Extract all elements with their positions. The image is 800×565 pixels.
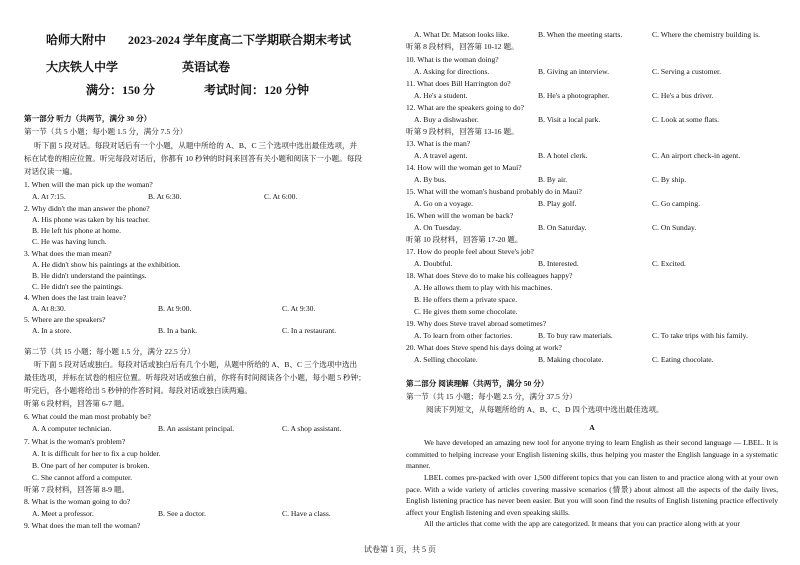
option-b: B. See a doctor. <box>158 509 206 518</box>
option-c: C. He was having lunch. <box>32 237 107 246</box>
section-note: 听第 7 段材料，回答第 8-9 题。 <box>24 485 130 494</box>
section-note: 听第 9 段材料，回答第 13-16 题。 <box>406 127 519 136</box>
section-note: 听第 8 段材料，回答第 10-12 题。 <box>406 42 519 51</box>
option-b: B. One part of her computer is broken. <box>32 461 150 470</box>
school-name: 哈师大附中 <box>46 33 107 47</box>
option-b: B. To buy raw materials. <box>538 331 613 340</box>
question-stem: 2. Why didn't the man answer the phone? <box>24 204 150 213</box>
question-stem: 12. What are the speakers going to do? <box>406 103 524 112</box>
passage-label: A <box>589 423 595 432</box>
listening-sec1-title: 第一节（共 5 小题；每小题 1.5 分，满分 7.5 分） <box>24 127 188 136</box>
option-a: A. It is difficult for her to fix a cup holder. <box>32 449 161 458</box>
reading-part-title: 第二部分 阅读理解（共两节，满分 50 分） <box>406 379 549 388</box>
option-a: A. A computer technician. <box>32 424 112 433</box>
section-note: 听第 10 段材料，回答第 17-20 题。 <box>406 235 523 244</box>
option-c: C. To take trips with his family. <box>652 331 748 340</box>
option-a: A. What Dr. Matson looks like. <box>414 30 510 39</box>
option-a: A. He didn't show his paintings at the exhibition. <box>32 260 181 269</box>
option-b: B. At 9:00. <box>158 304 192 313</box>
instruction-line: 听完后，各小题将给出 5 秒钟的作答时间。每段对话或独白读两遍。 <box>24 386 252 395</box>
option-b: B. Making chocolate. <box>538 355 604 364</box>
option-c: C. Where the chemistry building is. <box>652 30 761 39</box>
option-b: B. A hotel clerk. <box>538 151 588 160</box>
option-c: C. Serving a customer. <box>652 67 721 76</box>
question-stem: 13. What is the man? <box>406 139 471 148</box>
option-a: A. At 7:15. <box>32 192 66 201</box>
option-a: A. His phone was taken by his teacher. <box>32 215 150 224</box>
option-a: A. Meet a professor. <box>32 509 94 518</box>
option-a: A. Asking for directions. <box>414 67 490 76</box>
instruction-line: 标在试卷的相应位置。听完每段对话后，你都有 10 秒钟的时间来回答有关小题和阅读下一小题。每段 <box>24 154 362 163</box>
question-stem: 17. How do people feel about Steve's job? <box>406 247 534 256</box>
full-score: 满分：150 分 <box>86 83 156 97</box>
question-stem: 7. What is the woman's problem? <box>24 437 126 446</box>
passage-paragraph: We have developed an amazing new tool for anyone trying to learn English as their second language — LBEL. It is committed to helping increase your English listening skills, thus helping you master the English language in a systematic manner. <box>406 438 778 470</box>
option-a: A. He's a student. <box>414 91 468 100</box>
question-stem: 20. What does Steve spend his days doing at work? <box>406 343 562 352</box>
question-stem: 3. What does the man mean? <box>24 249 112 258</box>
option-b: B. At 6:30. <box>148 192 182 201</box>
option-c: C. Have a class. <box>282 509 331 518</box>
option-c: C. In a restaurant. <box>282 326 337 335</box>
option-b: B. He offers them a private space. <box>414 295 518 304</box>
instruction-line: 听下面 5 段对话或独白。每段对话或独白后有几个小题，从题中所给的 A、B、C 三个选项中选出 <box>34 360 358 369</box>
option-a: A. He allows them to play with his machines. <box>414 283 553 292</box>
option-a: A. In a store. <box>32 326 72 335</box>
option-b: B. An assistant principal. <box>158 424 235 433</box>
option-b: B. On Saturday. <box>538 223 587 232</box>
option-a: A. Doubtful. <box>414 259 453 268</box>
question-stem: 5. Where are the speakers? <box>24 315 106 324</box>
option-b: B. By air. <box>538 175 568 184</box>
question-stem: 19. Why does Steve travel abroad sometimes? <box>406 319 547 328</box>
option-c: C. He gives them some chocolate. <box>414 307 518 316</box>
option-a: A. A travel agent. <box>414 151 468 160</box>
option-b: B. When the meeting starts. <box>538 30 623 39</box>
option-a: A. Selling chocolate. <box>414 355 478 364</box>
option-b: B. Giving an interview. <box>538 67 610 76</box>
option-c: C. Eating chocolate. <box>652 355 714 364</box>
option-b: B. He's a photographer. <box>538 91 610 100</box>
question-stem: 9. What does the man tell the woman? <box>24 521 141 530</box>
option-c: C. Excited. <box>652 259 686 268</box>
school-name-2: 大庆铁人中学 <box>46 60 119 74</box>
option-c: C. On Sunday. <box>652 223 697 232</box>
question-stem: 18. What does Steve do to make his colleagues happy? <box>406 271 573 280</box>
option-c: C. He's a bus driver. <box>652 91 714 100</box>
listening-part-title: 第一部分 听力（共两节，满分 30 分） <box>24 114 152 123</box>
option-b: B. Play golf. <box>538 199 577 208</box>
option-b: B. Visit a local park. <box>538 115 601 124</box>
option-c: C. Go camping. <box>652 199 701 208</box>
option-a: A. By bus. <box>414 175 447 184</box>
question-stem: 8. What is the woman going to do? <box>24 497 131 506</box>
exam-time: 考试时间：120 分钟 <box>204 83 310 97</box>
option-b: B. In a bank. <box>158 326 198 335</box>
reading-instruction: 阅读下列短文，从每题所给的 A、B、C、D 四个选项中选出最佳选项。 <box>426 405 664 414</box>
question-stem: 1. When will the man pick up the woman? <box>24 180 153 189</box>
option-c: C. Look at some flats. <box>652 115 720 124</box>
option-a: A. Buy a dishwasher. <box>414 115 479 124</box>
passage-paragraph: All the articles that come with the app are categorized. It means that you can practice along with at your <box>424 519 740 528</box>
option-c: C. An airport check-in agent. <box>652 151 741 160</box>
option-b: B. He didn't understand the paintings. <box>32 271 147 280</box>
option-a: A. To learn from other factories. <box>414 331 513 340</box>
instruction-line: 对话仅读一遍。 <box>24 167 78 176</box>
option-c: C. She cannot afford a computer. <box>32 473 133 482</box>
option-a: A. On Tuesday. <box>414 223 462 232</box>
option-a: A. Go on a voyage. <box>414 199 474 208</box>
instruction-line: 听下面 5 段对话。每段对话后有一个小题，从题中所给的 A、B、C 三个选项中选出最佳选项，并 <box>34 141 358 150</box>
question-stem: 15. What will the woman's husband probably do in Maui? <box>406 187 582 196</box>
question-stem: 10. What is the woman doing? <box>406 55 499 64</box>
option-a: A. At 8:30. <box>32 304 66 313</box>
question-stem: 6. What could the man most probably be? <box>24 412 151 421</box>
passage-paragraph: LBEL comes pre-packed with over 1,500 different topics that you can listen to and practice along with at your own pace. With a wide variety of articles covering massive scenarios (情景) about almost all the aspects of the daily lives, English listening practice has never been easier. But you will soon find the results of English listening practice effectively affect your English listening and even speaking skills. <box>406 473 778 517</box>
listening-sec2-title: 第二节（共 15 小题；每小题 1.5 分，满分 22.5 分） <box>24 347 195 356</box>
section-note: 听第 6 段材料，回答第 6-7 题。 <box>24 399 130 408</box>
question-stem: 11. What does Bill Harrington do? <box>406 79 511 88</box>
option-b: B. He left his phone at home. <box>32 226 121 235</box>
option-c: C. By ship. <box>652 175 687 184</box>
reading-sec1-title: 第一节（共 15 小题；每小题 2.5 分，满分 37.5 分） <box>406 392 577 401</box>
subject-title: 英语试卷 <box>182 60 231 74</box>
exam-title: 2023-2024 学年度高二下学期联合期末考试 <box>128 33 351 47</box>
page-footer: 试卷第 1 页，共 5 页 <box>364 545 436 554</box>
option-c: C. At 9:30. <box>282 304 316 313</box>
instruction-line: 最佳选项，并标在试卷的相应位置。听每段对话或独白前，你将有时间阅读各个小题，每小题 5 秒钟； <box>24 373 366 382</box>
option-c: C. A shop assistant. <box>282 424 342 433</box>
question-stem: 4. When does the last train leave? <box>24 293 127 302</box>
question-stem: 14. How will the woman get to Maui? <box>406 163 522 172</box>
option-b: B. Interested. <box>538 259 579 268</box>
option-c: C. At 6:00. <box>264 192 298 201</box>
option-c: C. He didn't see the paintings. <box>32 282 124 291</box>
question-stem: 16. When will the woman be back? <box>406 211 514 220</box>
